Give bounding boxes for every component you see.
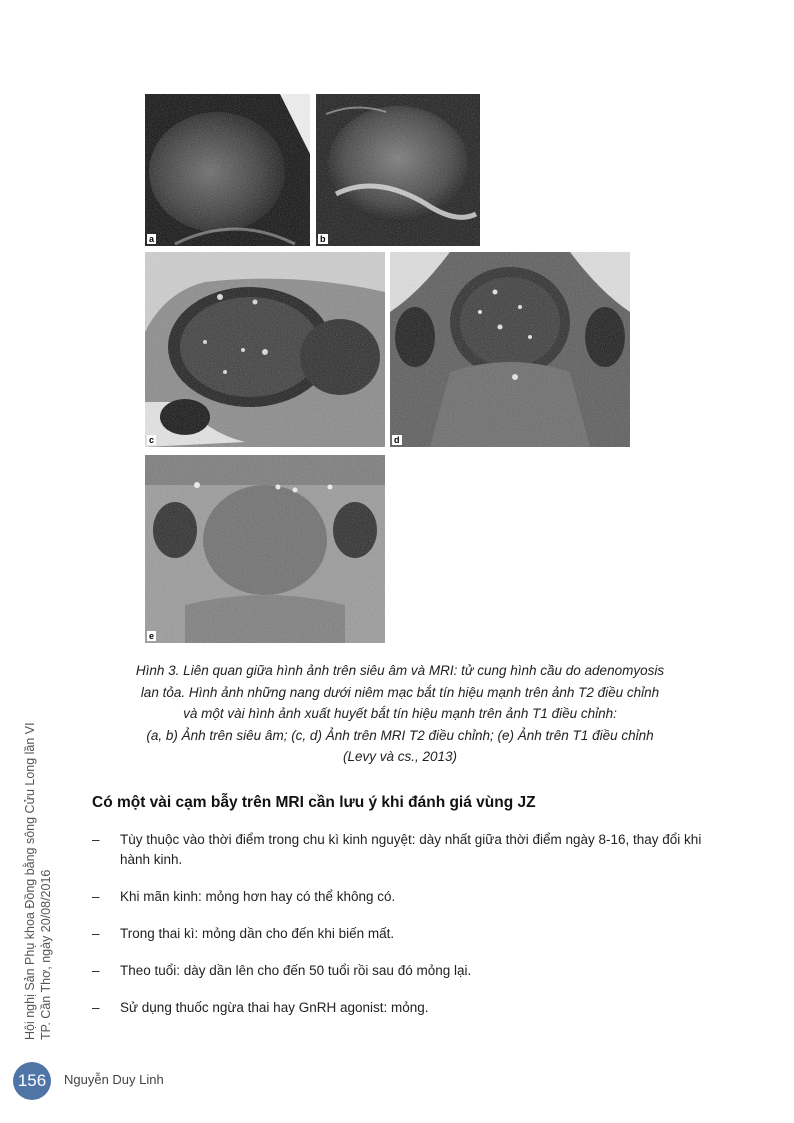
- mri-image-c: [145, 252, 385, 447]
- mri-image-e: [145, 455, 385, 643]
- bullet-dash: –: [92, 1000, 100, 1015]
- ultrasound-image-b: [316, 94, 480, 246]
- list-item-text: Sử dụng thuốc ngừa thai hay GnRH agonist: mỏng.: [120, 1000, 429, 1015]
- sidebar-line-date: TP. Cần Thơ, ngày 20/08/2016: [39, 869, 53, 1040]
- list-item-text: Khi mãn kinh: mỏng hơn hay có thể không có.: [120, 889, 396, 904]
- figure-panel-b: [316, 94, 480, 246]
- bullet-dash: –: [92, 926, 100, 941]
- figure-caption: [100, 660, 700, 768]
- section-heading: Có một vài cạm bẫy trên MRI cần lưu ý khi đánh giá vùng JZ: [92, 794, 536, 811]
- list-item: [92, 887, 712, 907]
- panel-label-b: b: [320, 234, 326, 244]
- list-item-text: Tùy thuộc vào thời điểm trong chu kì kinh nguyệt: dày nhất giữa thời điểm ngày 8-16, thay đổi khi hành kinh.: [120, 832, 702, 867]
- list-item: [92, 830, 712, 870]
- figure-panel-d: [390, 252, 630, 447]
- caption-line: Hình 3. Liên quan giữa hình ảnh trên siêu âm và MRI: tử cung hình cầu do adenomyosis: [135, 663, 665, 678]
- list-item: [92, 924, 712, 944]
- panel-label-c: c: [149, 435, 155, 445]
- caption-line: (a, b) Ảnh trên siêu âm; (c, d) Ảnh trên MRI T2 điều chỉnh; (e) Ảnh trên T1 điều chỉnh: [146, 727, 654, 743]
- mri-image-d: [390, 252, 630, 447]
- caption-line: và một vài hình ảnh xuất huyết bắt tín hiệu mạnh trên ảnh T1 điều chỉnh:: [183, 706, 617, 721]
- page-number-badge: 156: [13, 1062, 51, 1100]
- bullet-dash: –: [92, 963, 100, 978]
- list-item: [92, 961, 712, 981]
- caption-line: (Levy và cs., 2013): [342, 749, 458, 764]
- panel-label-a: a: [149, 234, 155, 244]
- figure-panel-c: [145, 252, 385, 447]
- list-item-text: Trong thai kì: mỏng dần cho đến khi biến mất.: [120, 926, 395, 941]
- caption-line: lan tỏa. Hình ảnh những nang dưới niêm mạc bắt tín hiệu mạnh trên ảnh T2 điều chỉnh: [140, 684, 660, 700]
- sidebar-line-conference: Hội nghị Sản Phụ khoa Đồng bằng sông Cửu Long lần VI: [23, 722, 37, 1040]
- figure-panel-a: [145, 94, 310, 246]
- panel-label-e: e: [149, 631, 155, 641]
- panel-label-d: d: [394, 435, 400, 445]
- bullet-dash: –: [92, 832, 100, 847]
- list-item: [92, 998, 712, 1018]
- author-name: Nguyễn Duy Linh: [64, 1072, 164, 1087]
- list-item-text: Theo tuổi: dày dần lên cho đến 50 tuổi rồi sau đó mỏng lại.: [120, 963, 472, 978]
- bullet-dash: –: [92, 889, 100, 904]
- figure-panel-e: [145, 455, 385, 643]
- pitfalls-list: [92, 830, 712, 1018]
- conference-sidebar: [22, 722, 54, 1040]
- ultrasound-image-a: [145, 94, 310, 246]
